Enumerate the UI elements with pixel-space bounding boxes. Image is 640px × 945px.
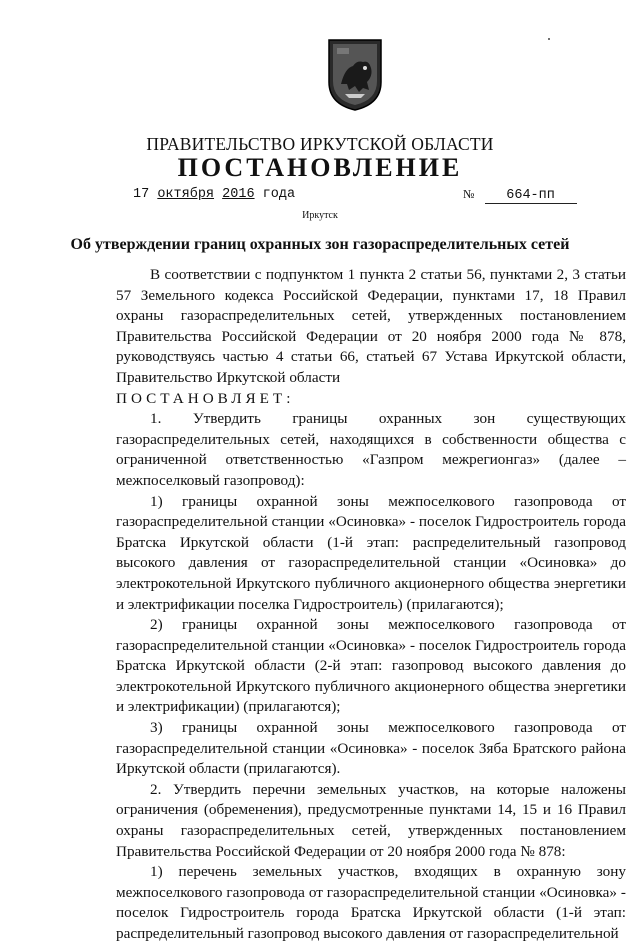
- paragraph-1-item-2: 2) границы охранной зоны межпоселкового газопровода от газораспределительной станции «Осиновка» - поселок Гидростроитель города Братска Иркутской области (2-й этап: газопровод высокого давления до электрокотельной Иркутского публичного акционерного общества энергетики и электрификации) (прилагаются);: [116, 616, 626, 716]
- paragraph-2: 2. Утвердить перечни земельных участков, на которые наложены ограничения (обременения), предусмотренные пунктами 14, 15 и 16 Правил охраны газораспределительных сетей, утвержденных постановлением Правительства Российской Федерации от 20 ноября 2000 года № 878:: [116, 780, 626, 860]
- paragraph-2-item-1: 1) перечень земельных участков, входящих в охранную зону межпоселкового газопровода от газораспределительной станции «Осиновка» - поселок Гидростроитель города Братска Иркутской области (1-й этап: распределительный газопровод высокого давления от газораспределительной: [116, 863, 626, 942]
- date-year: 2016: [222, 187, 255, 202]
- document-body: [116, 265, 626, 945]
- date-day: 17: [133, 187, 150, 202]
- paragraph-1-item-1: 1) границы охранной зоны межпоселкового газопровода от газораспределительной станции «Осиновка» - поселок Гидростроитель города Братска Иркутской области (1-й этап: распределительный газопровод высокого давления от газораспределительной станции «Осиновка» до электрокотельной Иркутского публичного акционерного общества энергетики и электрификации поселка Гидростроитель) (прилагаются);: [116, 492, 626, 613]
- preamble-paragraph: В соответствии с подпунктом 1 пункта 2 статьи 56, пунктами 2, 3 статьи 57 Земельного кодекса Российской Федерации, пунктами 17, 18 Правил охраны газораспределительных сетей, утвержденных постановлением Правительства Российской Федерации от 20 ноября 2000 года № 878, руководствуясь частью 4 статьи 66, статьей 67 Устава Иркутской области, Правительство Иркутской области: [116, 266, 626, 386]
- date-suffix: года: [262, 187, 296, 202]
- document-number: [463, 187, 577, 204]
- coat-of-arms-emblem: [327, 38, 383, 112]
- resolves-heading: ПОСТАНОВЛЯЕТ:: [116, 389, 295, 407]
- document-title: Об утверждении границ охранных зон газораспределительных сетей: [70, 236, 570, 253]
- government-name: ПРАВИТЕЛЬСТВО ИРКУТСКОЙ ОБЛАСТИ: [146, 134, 494, 154]
- number-value: 664-пп: [485, 189, 577, 204]
- paragraph-1-item-3: 3) границы охранной зоны межпоселкового газопровода от газораспределительной станции «Осиновка» - поселок Зяба Братского района Иркутской области (прилагаются).: [116, 719, 626, 778]
- date-month: октября: [157, 187, 215, 202]
- paragraph-1: 1. Утвердить границы охранных зон существующих газораспределительных сетей, находящихся в собственности общества с ограниченной ответственностью «Газпром межрегионгаз» (далее – межпоселковый газопровод):: [116, 410, 626, 489]
- document-date: [133, 187, 295, 202]
- number-sign: №: [463, 187, 475, 201]
- scan-speck: [548, 38, 550, 40]
- city-name: Иркутск: [302, 210, 338, 221]
- document-type: ПОСТАНОВЛЕНИЕ: [177, 153, 463, 182]
- coat-of-arms-icon: [327, 38, 383, 112]
